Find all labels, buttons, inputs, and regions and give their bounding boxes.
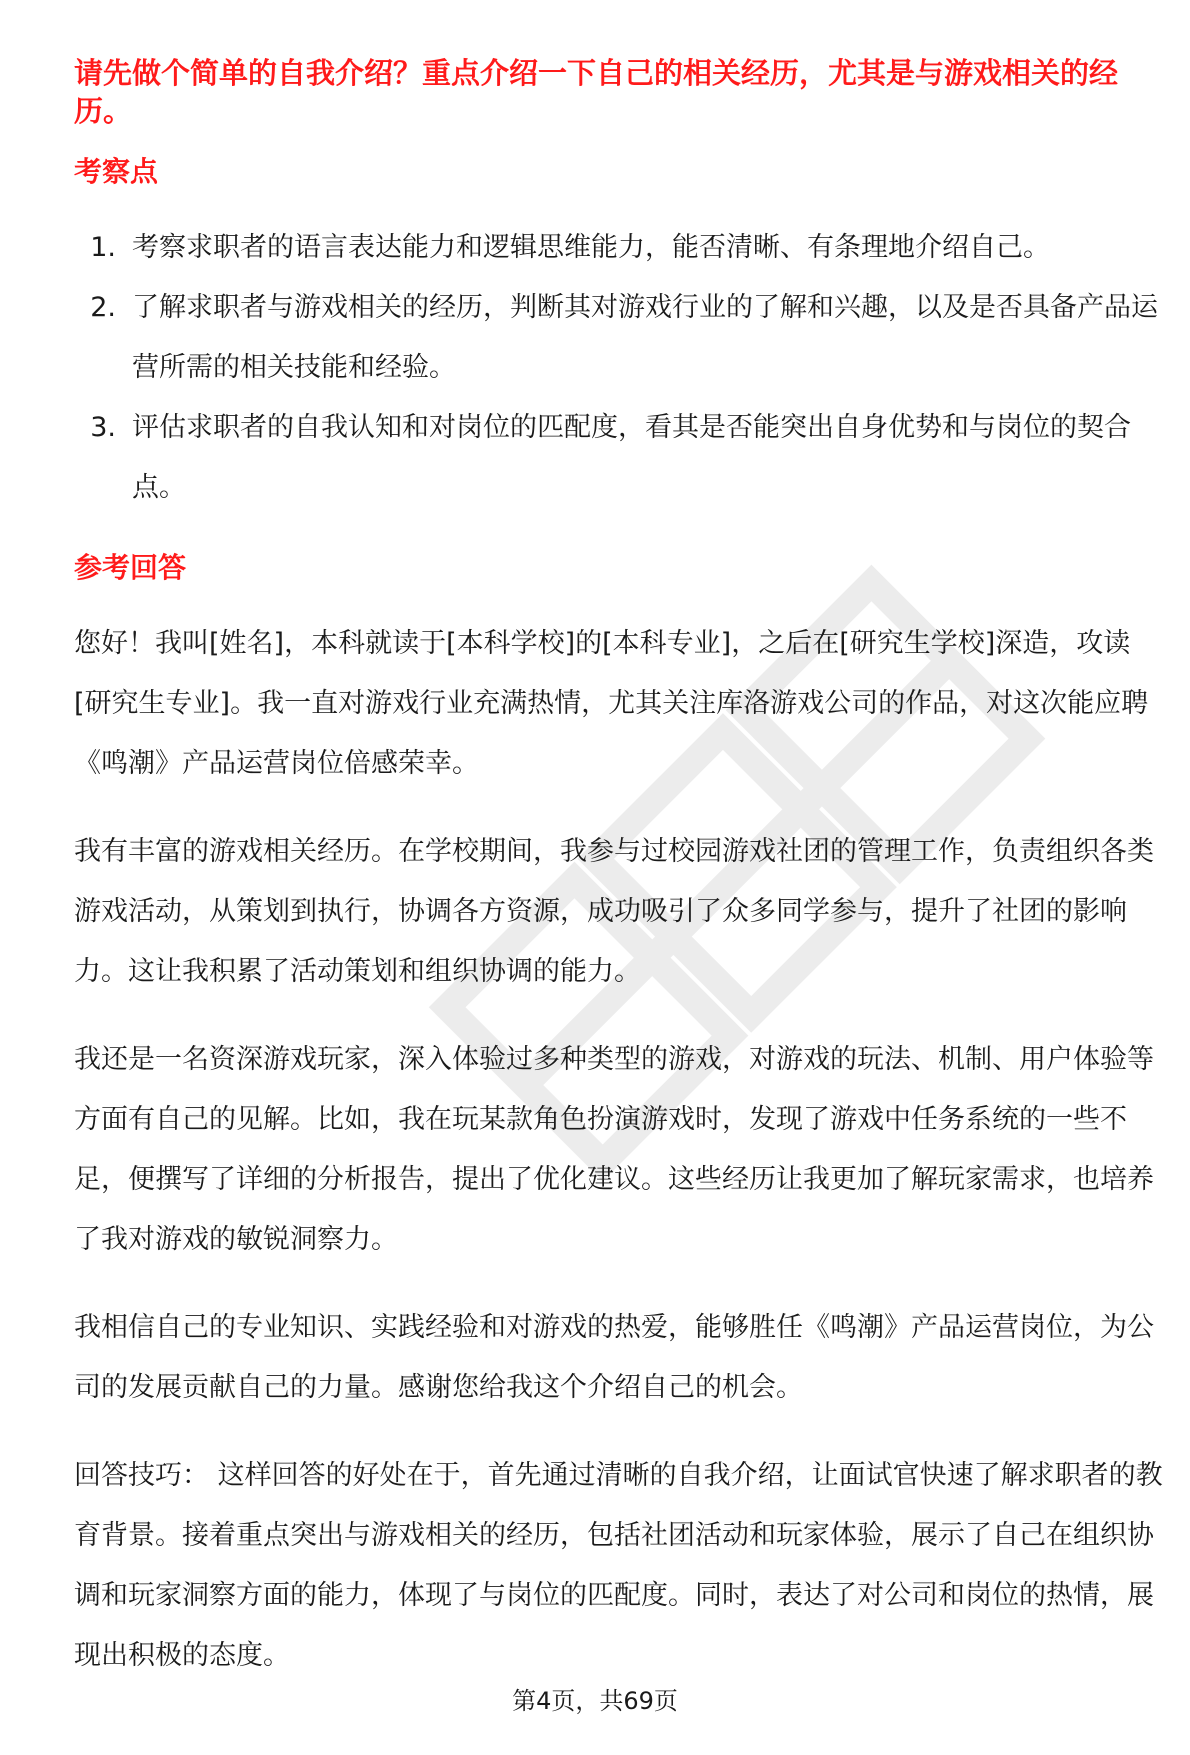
point-text: 评估求职者的自我认知和对岗位的匹配度，看其是否能突出自身优势和与岗位的契合点。 <box>132 412 1131 503</box>
examination-heading: 考察点 <box>74 155 159 188</box>
examination-points-list <box>74 218 1164 518</box>
examination-point <box>74 278 1164 398</box>
examination-point <box>74 218 1164 278</box>
point-text: 了解求职者与游戏相关的经历，判断其对游戏行业的了解和兴趣，以及是否具备产品运营所需的相关技能和经验。 <box>132 292 1158 383</box>
question-title: 请先做个简单的自我介绍？重点介绍一下自己的相关经历，尤其是与游戏相关的经历。 <box>74 56 1119 128</box>
document-content <box>74 54 1164 1714</box>
point-text: 考察求职者的语言表达能力和逻辑思维能力，能否清晰、有条理地介绍自己。 <box>132 232 1050 263</box>
answer-paragraph-conclusion: 我相信自己的专业知识、实践经验和对游戏的热爱，能够胜任《鸣潮》产品运营岗位，为公司的发展贡献自己的力量。感谢您给我这个介绍自己的机会。 <box>74 1312 1154 1403</box>
answer-paragraph-intro: 您好！我叫[姓名]，本科就读于[本科学校]的[本科专业]，之后在[研究生学校]深造，攻读[研究生专业]。我一直对游戏行业充满热情，尤其关注库洛游戏公司的作品，对这次能应聘《鸣潮》产品运营岗位倍感荣幸。 <box>74 628 1149 779</box>
point-number: 3. <box>90 412 116 443</box>
answer-paragraph-player: 我还是一名资深游戏玩家，深入体验过多种类型的游戏，对游戏的玩法、机制、用户体验等方面有自己的见解。比如，我在玩某款角色扮演游戏时，发现了游戏中任务系统的一些不足，便撰写了详细的分析报告，提出了优化建议。这些经历让我更加了解玩家需求，也培养了我对游戏的敏锐洞察力。 <box>74 1044 1154 1255</box>
point-number: 1. <box>90 232 116 263</box>
page-indicator: 第4页，共69页 <box>512 1687 678 1715</box>
answer-tips: 回答技巧： 这样回答的好处在于，首先通过清晰的自我介绍，让面试官快速了解求职者的教育背景。接着重点突出与游戏相关的经历，包括社团活动和玩家体验，展示了自己在组织协调和玩家洞察方面的能力，体现了与岗位的匹配度。同时，表达了对公司和岗位的热情，展现出积极的态度。 <box>74 1460 1163 1671</box>
answer-paragraph-experience: 我有丰富的游戏相关经历。在学校期间，我参与过校园游戏社团的管理工作，负责组织各类游戏活动，从策划到执行，协调各方资源，成功吸引了众多同学参与，提升了社团的影响力。这让我积累了活动策划和组织协调的能力。 <box>74 836 1154 987</box>
point-number: 2. <box>90 292 116 323</box>
answer-heading: 参考回答 <box>74 551 187 584</box>
examination-point <box>74 398 1164 518</box>
